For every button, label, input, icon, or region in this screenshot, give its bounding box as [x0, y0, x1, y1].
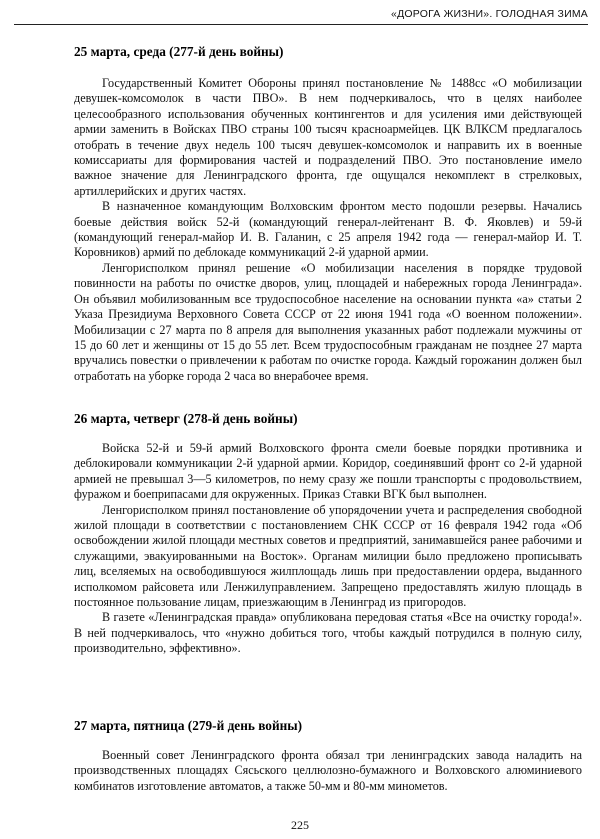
paragraph: Войска 52-й и 59-й армий Волховского фронта смели боевые порядки противника и деблокировали коммуникации 2-й ударной армии. Коридор, соединявший фронт со 2-й ударной армией не превышал 3—5 километров, по нему сразу же пошли транспорты с продовольствием, фуражом и боеприпасами для окруженных. Приказ Ставки ВГК был выполнен. [74, 441, 582, 502]
entry-body-march-25 [74, 76, 582, 384]
paragraph: Военный совет Ленинградского фронта обязал три ленинградских завода наладить на производственных площадях Сясьского целлюлозно-бумажного и Волховского алюминиевого комбинатов изготовление автоматов, а также 50-мм и 80-мм минометов. [74, 748, 582, 793]
entry-title-march-26: 26 марта, четверг (278-й день войны) [74, 411, 298, 426]
header-rule [14, 24, 588, 25]
paragraph: Ленгорисполком принял решение «О мобилизации населения в порядке трудовой повинности на работы по очистке дворов, улиц, площадей и набережных города Ленинграда». Он объявил мобилизованным все трудоспособное население на основании пункта «а» статьи 2 Указа Президиума Верховного Совета СССР от 22 июня 1941 года «О военном положении». Мобилизации с 27 марта по 8 апреля для выполнения указанных работ подлежали мужчины от 15 до 60 лет и женщины от 15 до 55 лет. Всем трудоспособным гражданам не позднее 27 марта вручались повестки о привлечении к работам по очистке города. Каждый горожанин должен был отработать на уборке города 2 часа во внерабочее время. [74, 260, 582, 383]
entry-title-march-25: 25 марта, среда (277-й день войны) [74, 44, 284, 59]
paragraph: Государственный Комитет Обороны принял постановление № 1488сс «О мобилизации девушек-комсомолок в части ПВО». В нем подчеркивалось, что в целях наиболее целесообразного использования обученных контингентов и для усиления ими действующей армии заменить в Войсках ПВО страны 100 тысяч красноармейцев. ЦК ВЛКСМ предлагалось отобрать в течение двух недель 100 тысяч девушек-комсомолок и направить их в военные комиссариаты для формирования частей и подразделений ПВО. Это постановление имело важное значение для Ленинградского фронта, где ощущался некомплект в стрелковых, артиллерийских и других частях. [74, 76, 582, 198]
paragraph: В газете «Ленинградская правда» опубликована передовая статья «Все на очистку города!». В ней подчеркивалось, что «нужно добиться того, чтобы каждый потрудился в полную силу, производительно, эффективно». [74, 610, 582, 656]
entry-body-march-26 [74, 441, 582, 657]
running-header: «ДОРОГА ЖИЗНИ». ГОЛОДНАЯ ЗИМА [391, 8, 588, 20]
page-number: 225 [291, 818, 309, 832]
entry-body-march-27 [74, 748, 582, 794]
entry-title-march-27: 27 марта, пятница (279-й день войны) [74, 718, 303, 733]
paragraph: В назначенное командующим Волховским фронтом место подошли резервы. Начались боевые действия войск 52-й (командующий генерал-лейтенант В. Ф. Яковлев) и 59-й (командующий генерал-майор И. В. Галанин, с 25 апреля 1942 года — генерал-майор И. Т. Коровников) армий по деблокаде коммуникаций 2-й ударной армии. [74, 199, 582, 260]
paragraph: Ленгорисполком принял постановление об упорядочении учета и распределения свободной жилой площади в соответствии с постановлением СНК СССР от 16 февраля 1942 года «Об освобождении жилой площади местных советов и предприятий, занимавшейся ранее рабочими и служащими, эвакуированными на Восток». Органам милиции было предложено прописывать лиц, вселяемых на освободившуюся жилплощадь лишь при предоставлении ордера, выданного исполкомом райсовета или Ленжилуправлением. Запрещено предоставлять жилую площадь в постоянное пользование лицам, приезжающим в Ленинград из пригородов. [74, 502, 582, 610]
